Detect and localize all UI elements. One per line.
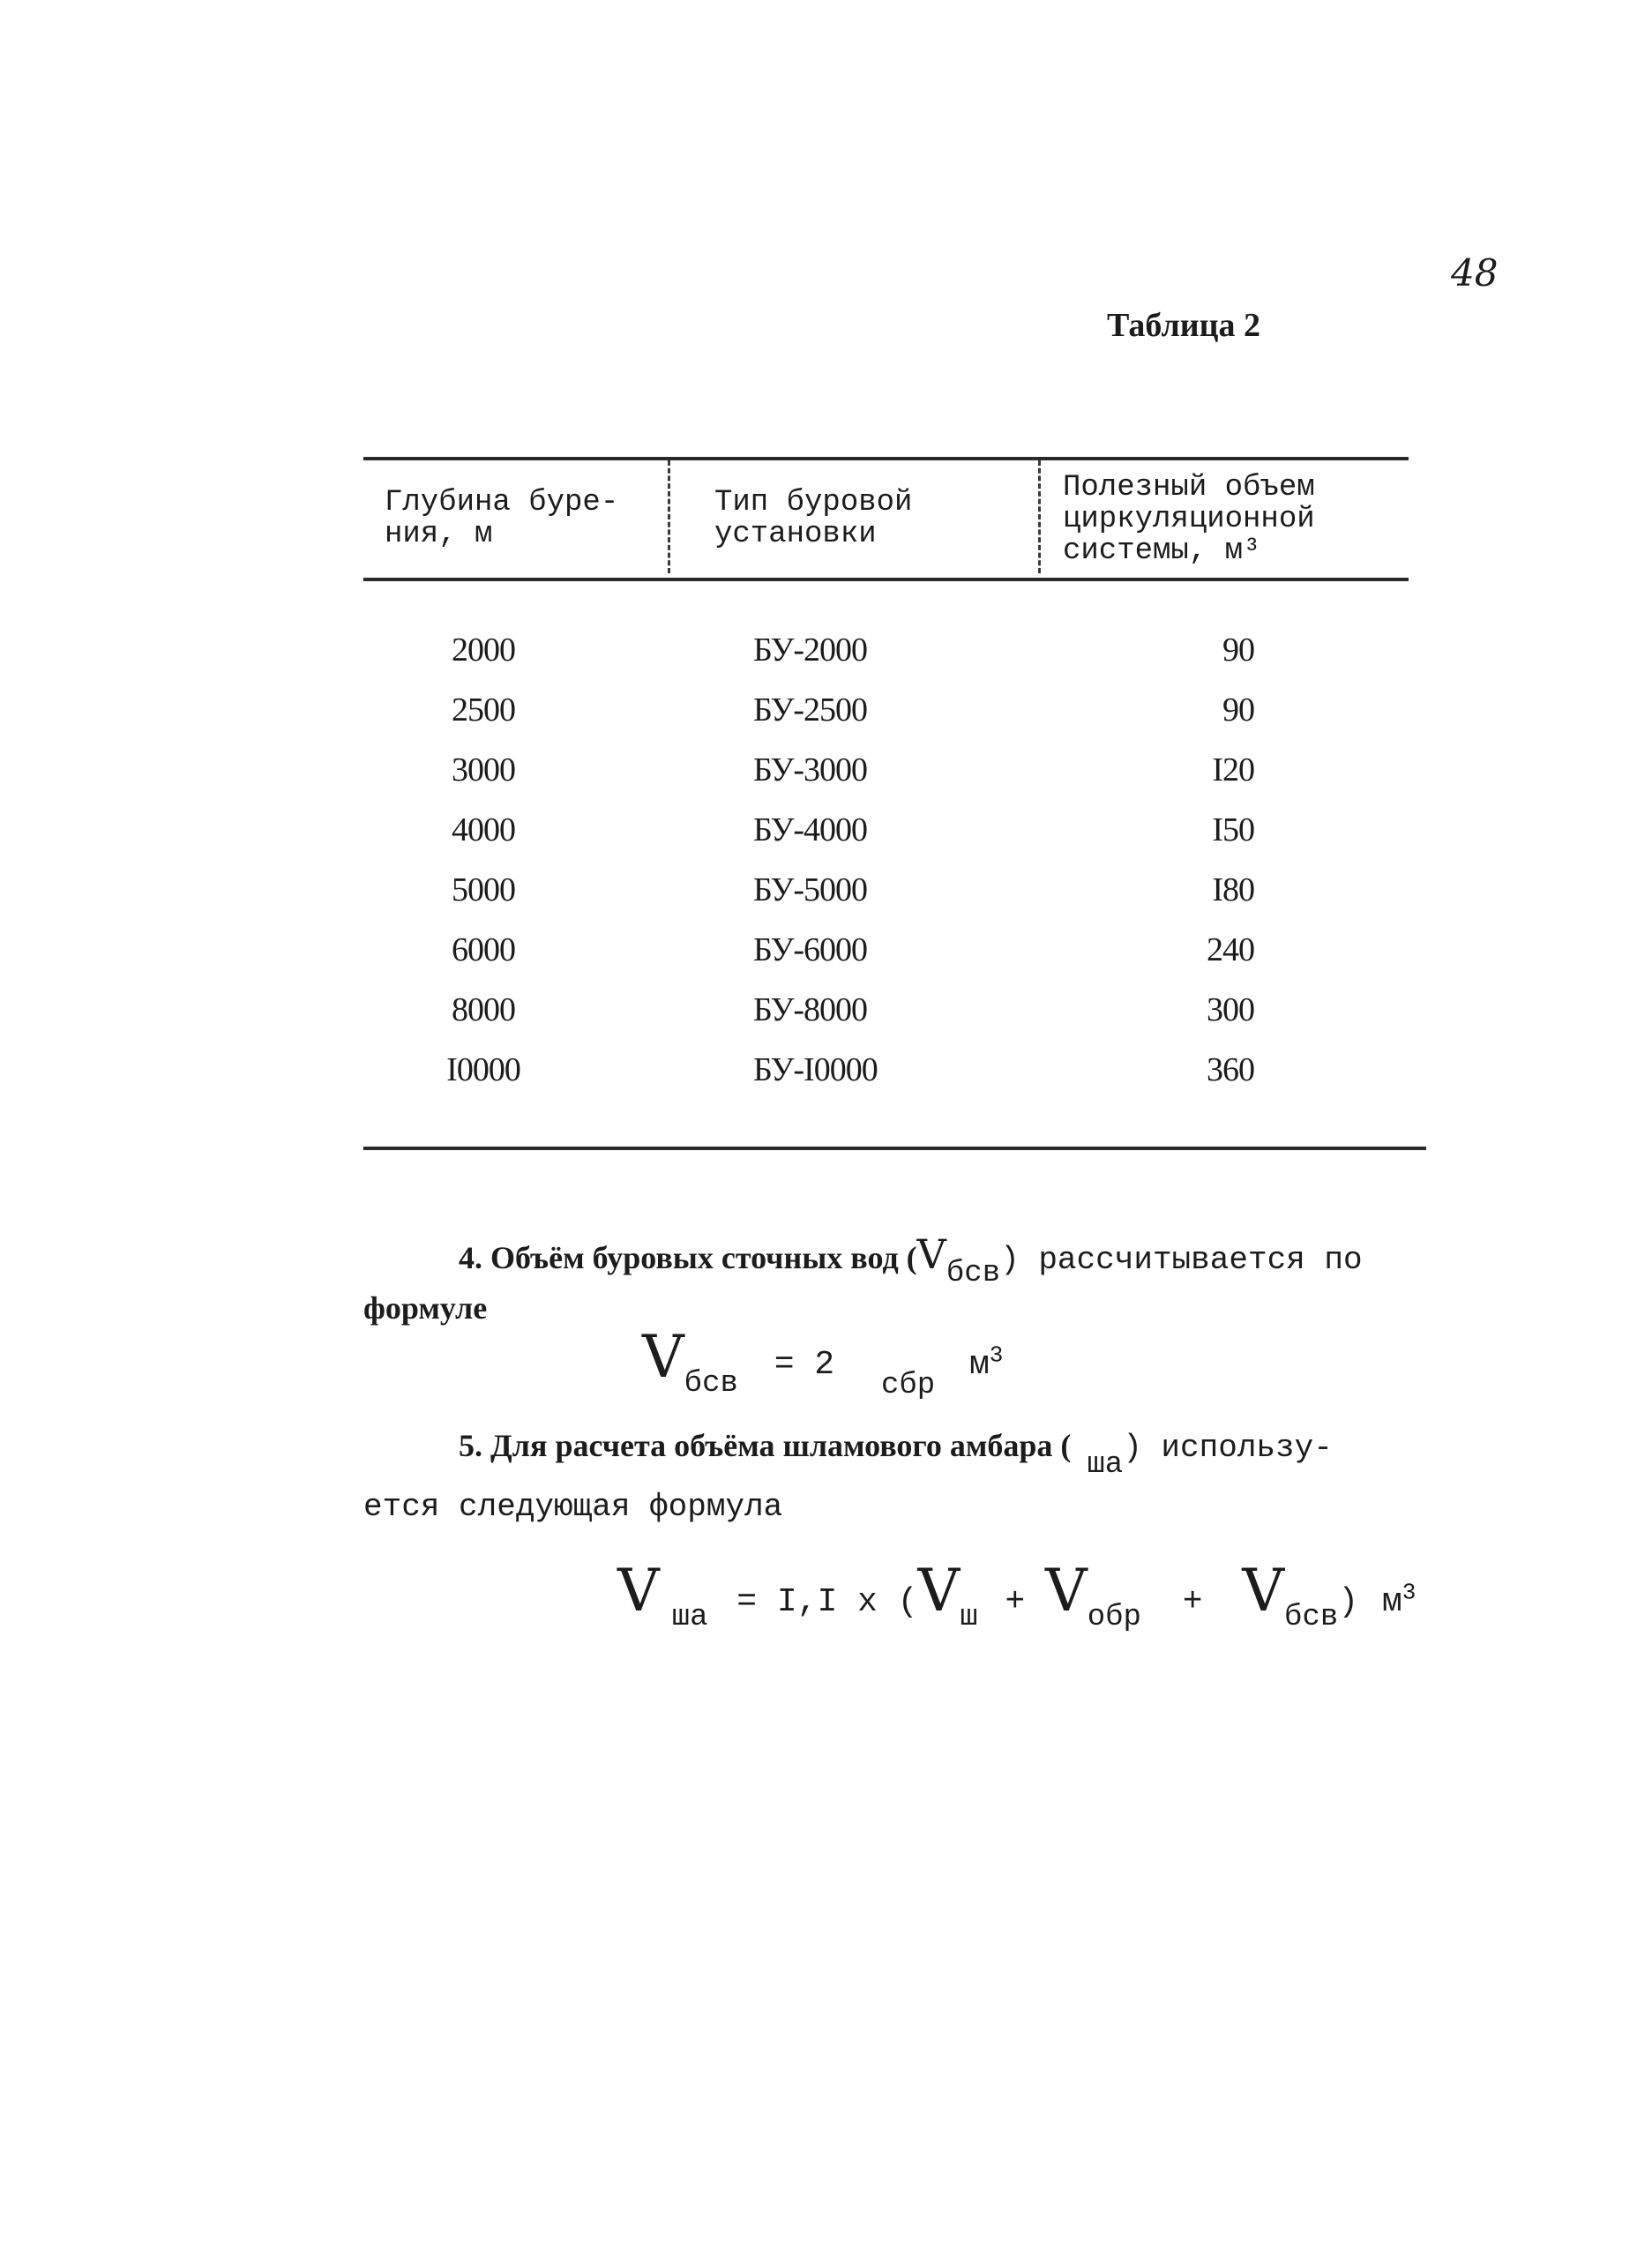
volume-v-symbol: V xyxy=(1045,1557,1088,1625)
formula2-plus: + xyxy=(1005,1583,1026,1621)
formula1-unit-power: 3 xyxy=(989,1341,1004,1369)
formula2-lhs-subscript: ша xyxy=(671,1601,708,1634)
volume-v-symbol: V xyxy=(617,1557,660,1625)
cell-volume: I50 xyxy=(1212,811,1254,848)
header-separator-2 xyxy=(1038,460,1041,573)
header-depth-line1: Глубина буре- xyxy=(385,486,619,519)
formula2-plus: + xyxy=(1182,1583,1203,1621)
cell-rig: БУ-2000 xyxy=(753,631,868,669)
header-rig-line1: Тип буровой xyxy=(714,486,913,519)
paragraph-4-word: формуле xyxy=(363,1290,488,1326)
formula2-close: ) xyxy=(1338,1583,1359,1621)
table-header-rule xyxy=(363,578,1409,581)
formula1-equals: = 2 xyxy=(774,1346,835,1384)
paragraph-4-text-start: 4. Объём буровых сточных вод ( xyxy=(459,1240,917,1275)
formula2-term3-subscript: бсв xyxy=(1284,1601,1339,1634)
cell-rig: БУ-2500 xyxy=(753,691,868,729)
header-volume xyxy=(1063,472,1315,567)
table-title: Таблица 2 xyxy=(1107,307,1261,344)
cell-volume: I80 xyxy=(1212,871,1254,908)
cell-depth: I0000 xyxy=(446,1051,520,1088)
cell-depth: 5000 xyxy=(452,871,515,908)
formula2-unit-power: 3 xyxy=(1402,1579,1417,1606)
header-depth-line2: ния, м xyxy=(385,518,493,551)
cell-volume: I20 xyxy=(1212,751,1254,788)
paragraph-4-line2 xyxy=(363,1289,487,1328)
table-top-rule xyxy=(363,457,1409,460)
cell-rig: БУ-5000 xyxy=(753,871,868,908)
cell-volume: 360 xyxy=(1207,1051,1254,1088)
formula2-equals: = I,I x ( xyxy=(736,1583,918,1621)
paragraph-4-subscript: бсв xyxy=(946,1257,1001,1290)
cell-depth: 3000 xyxy=(452,751,515,788)
cell-rig: БУ-6000 xyxy=(753,931,868,968)
paragraph-5-text-line2: ется следующая формула xyxy=(363,1489,783,1525)
cell-depth: 2500 xyxy=(452,691,515,729)
paragraph-5-text-end: ) использу- xyxy=(1123,1430,1333,1466)
header-volume-line1: Полезный объем xyxy=(1063,471,1315,504)
formula2-term2-subscript: обр xyxy=(1087,1601,1141,1634)
formula1-subscript: бсв xyxy=(684,1367,738,1401)
paragraph-4-text-end: ) рассчитывается по xyxy=(1000,1242,1363,1278)
page-number: 48 xyxy=(1451,251,1499,295)
cell-depth: 4000 xyxy=(452,811,515,848)
header-separator-1 xyxy=(668,460,670,573)
volume-v-symbol: V xyxy=(916,1230,946,1278)
formula1-unit-base: м xyxy=(968,1346,990,1384)
header-rig-line2: установки xyxy=(714,518,877,551)
cell-rig: БУ-4000 xyxy=(753,811,868,848)
table-bottom-rule xyxy=(363,1147,1426,1150)
formula2-unit xyxy=(1381,1579,1417,1621)
formula1-unit xyxy=(968,1341,1004,1384)
cell-rig: БУ-I0000 xyxy=(753,1051,878,1088)
header-volume-line3: системы, м³ xyxy=(1063,534,1261,568)
cell-volume: 300 xyxy=(1207,991,1254,1028)
cell-depth: 6000 xyxy=(452,931,515,968)
header-rig-type xyxy=(714,487,912,550)
cell-volume: 240 xyxy=(1207,931,1254,968)
paragraph-4 xyxy=(459,1230,1363,1290)
header-volume-line2: циркуляционной xyxy=(1063,503,1315,536)
volume-v-symbol: V xyxy=(1242,1557,1285,1625)
formula-sludge-pit xyxy=(617,1557,1417,1634)
volume-v-symbol: V xyxy=(917,1557,961,1625)
formula1-subscript2: сбр xyxy=(880,1369,936,1402)
paragraph-5-subscript: ша xyxy=(1087,1448,1124,1482)
formula2-term1-subscript: ш xyxy=(960,1601,978,1634)
volume-v-symbol: V xyxy=(642,1323,684,1391)
cell-rig: БУ-3000 xyxy=(753,751,868,788)
formula-wastewater xyxy=(642,1323,1004,1402)
cell-volume: 90 xyxy=(1222,691,1254,729)
cell-rig: БУ-8000 xyxy=(753,991,868,1028)
paragraph-5 xyxy=(459,1427,1333,1482)
paragraph-5-text-start: 5. Для расчета объёма шламового амбара ( xyxy=(459,1428,1072,1463)
header-depth xyxy=(385,487,618,550)
cell-depth: 2000 xyxy=(452,631,515,669)
formula2-unit-base: м xyxy=(1381,1583,1402,1621)
paragraph-5-line2 xyxy=(363,1489,782,1525)
cell-depth: 8000 xyxy=(452,991,515,1028)
cell-volume: 90 xyxy=(1222,631,1254,669)
